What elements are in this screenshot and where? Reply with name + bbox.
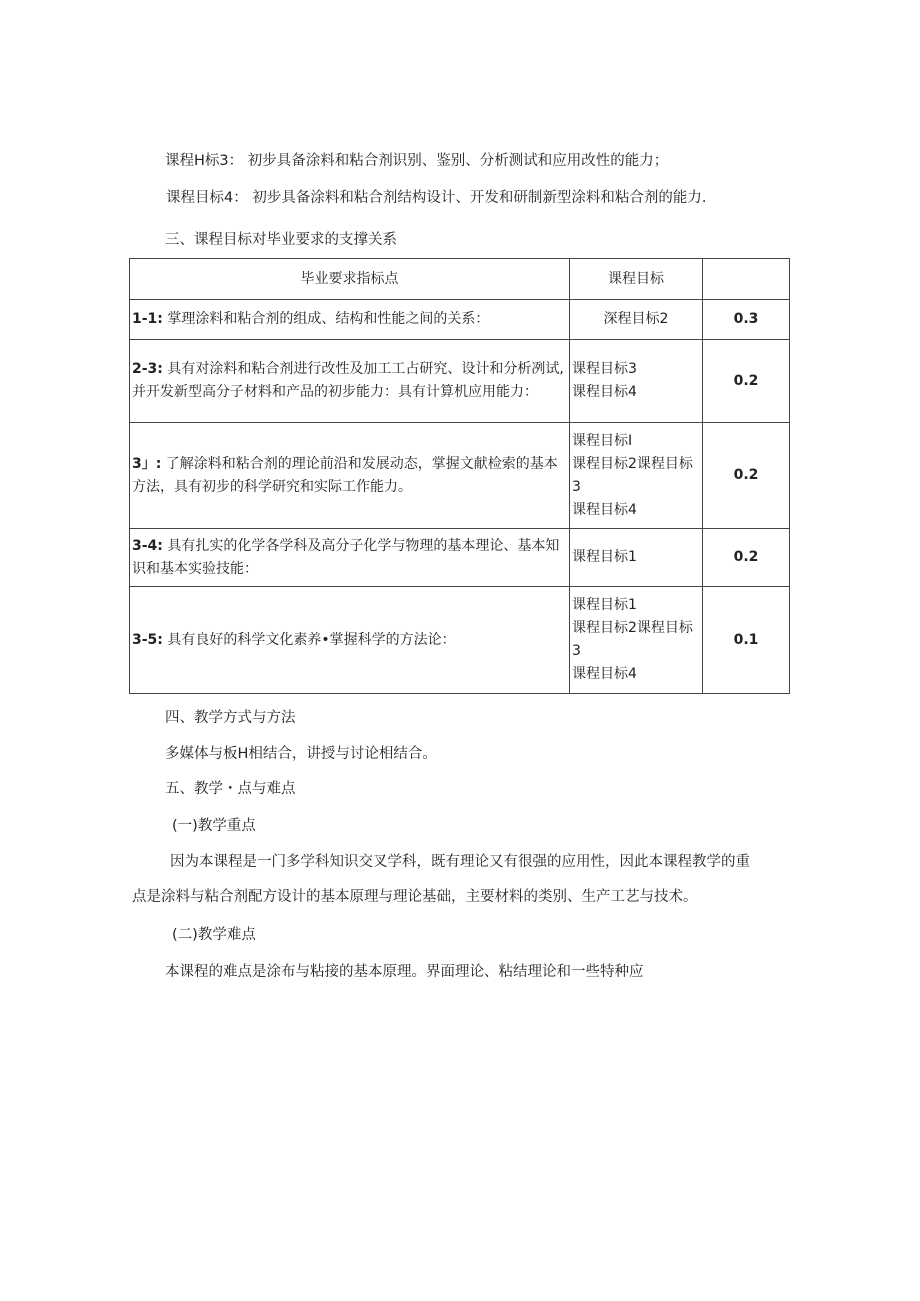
weight-cell: 0.3 (703, 300, 790, 340)
requirement-cell (130, 587, 570, 694)
weight-cell: 0.2 (703, 529, 790, 587)
requirement-text: 了解涂料和粘合剂的理论前沿和发展动态，掌握文献检索的基本方法，具有初步的科学研究和实际工作能力。 (132, 455, 558, 495)
requirement-cell (130, 340, 570, 423)
goal-cell (570, 529, 703, 587)
table-row (130, 529, 790, 587)
goal-item: 课程目标4 (572, 384, 637, 400)
goal-cell (570, 423, 703, 529)
subsection-1-title: (一)教学重点 (172, 818, 256, 834)
requirement-number: 2-3: (132, 361, 163, 377)
requirements-table (129, 258, 790, 694)
requirement-text: 具有对涂料和粘合剂进行改性及加工工占研究、设计和分析冽试,并开发新型高分子材料和产品的初步能力：具有计算机应用能力： (132, 361, 564, 400)
requirement-text: 具有扎实的化学各学科及高分子化学与物理的基本理论、基本知识和基本实验技能： (132, 537, 560, 577)
table-header-row (130, 259, 790, 300)
requirement-cell (130, 300, 570, 340)
header-goal: 课程目标 (570, 259, 703, 300)
requirement-number: 3-4: (132, 537, 163, 554)
weight-cell: 0.1 (703, 587, 790, 694)
objective-3: 课程H标3： 初步具备涂料和粘合剂识别、鉴别、分析测试和应用改性的能力； (165, 153, 669, 169)
goal-item: 课程目标4 (572, 501, 637, 518)
goal-cell (570, 587, 703, 694)
goal-item: 课程目标2课程目标3 (572, 455, 693, 495)
requirement-number: 3-5: (132, 631, 163, 648)
subsection-1-text-line-2: 点是涂料与粘合剂配方设计的基本原理与理论基础，主要材料的类别、生产工艺与技术。 (132, 889, 698, 905)
section-4-title: 四、教学方式与方法 (165, 710, 296, 726)
requirement-cell (130, 529, 570, 587)
table-row (130, 300, 790, 340)
requirement-text: 掌理涂料和粘合剂的组成、结构和性能之间的关系： (162, 311, 490, 327)
subsection-2-text: 本课程的难点是涂布与粘接的基本原理。界面理论、粘结理论和一些特种应 (165, 964, 644, 980)
table-row (130, 587, 790, 694)
requirement-cell (130, 423, 570, 529)
goal-item: 课程目标I (572, 432, 633, 449)
subsection-1-text-line-1: 因为本课程是一门多学科知识交叉学科，既有理论又有很强的应用性，因此本课程教学的重 (170, 854, 750, 870)
table-row (130, 340, 790, 423)
table-row (130, 423, 790, 529)
requirement-text: 具有良好的科学文化素养•掌握科学的方法论： (162, 631, 456, 648)
weight-cell: 0.2 (703, 423, 790, 529)
section-5-title: 五、教学・点与难点 (165, 781, 296, 797)
goal-item: 课程目标3 (572, 361, 637, 377)
header-weight (703, 259, 790, 300)
subsection-2-title: (二)教学难点 (172, 927, 256, 943)
goal-item: 课程目标1 (572, 597, 637, 613)
goal-item: 课程目标1 (572, 549, 637, 565)
objective-4: 课程目标4： 初步具备涂料和粘合剂结构设计、开发和研制新型涂料和粘合剂的能力. (166, 190, 707, 206)
section-3-title: 三、课程目标对毕业要求的支撑关系 (165, 232, 397, 248)
goal-cell (570, 340, 703, 423)
goal-item: 课程目标4 (572, 666, 637, 682)
goal-cell (570, 300, 703, 340)
goal-item: 课程目标2课程目标3 (572, 620, 693, 659)
weight-cell: 0.2 (703, 340, 790, 423)
section-4-text: 多媒体与板H相结合，讲授与讨论相结合。 (165, 746, 437, 762)
goal-item: 深程目标2 (603, 311, 669, 327)
requirement-number: 3」: (132, 455, 162, 472)
requirement-number: 1-1: (132, 311, 163, 327)
header-requirement: 毕业要求指标点 (130, 259, 570, 300)
